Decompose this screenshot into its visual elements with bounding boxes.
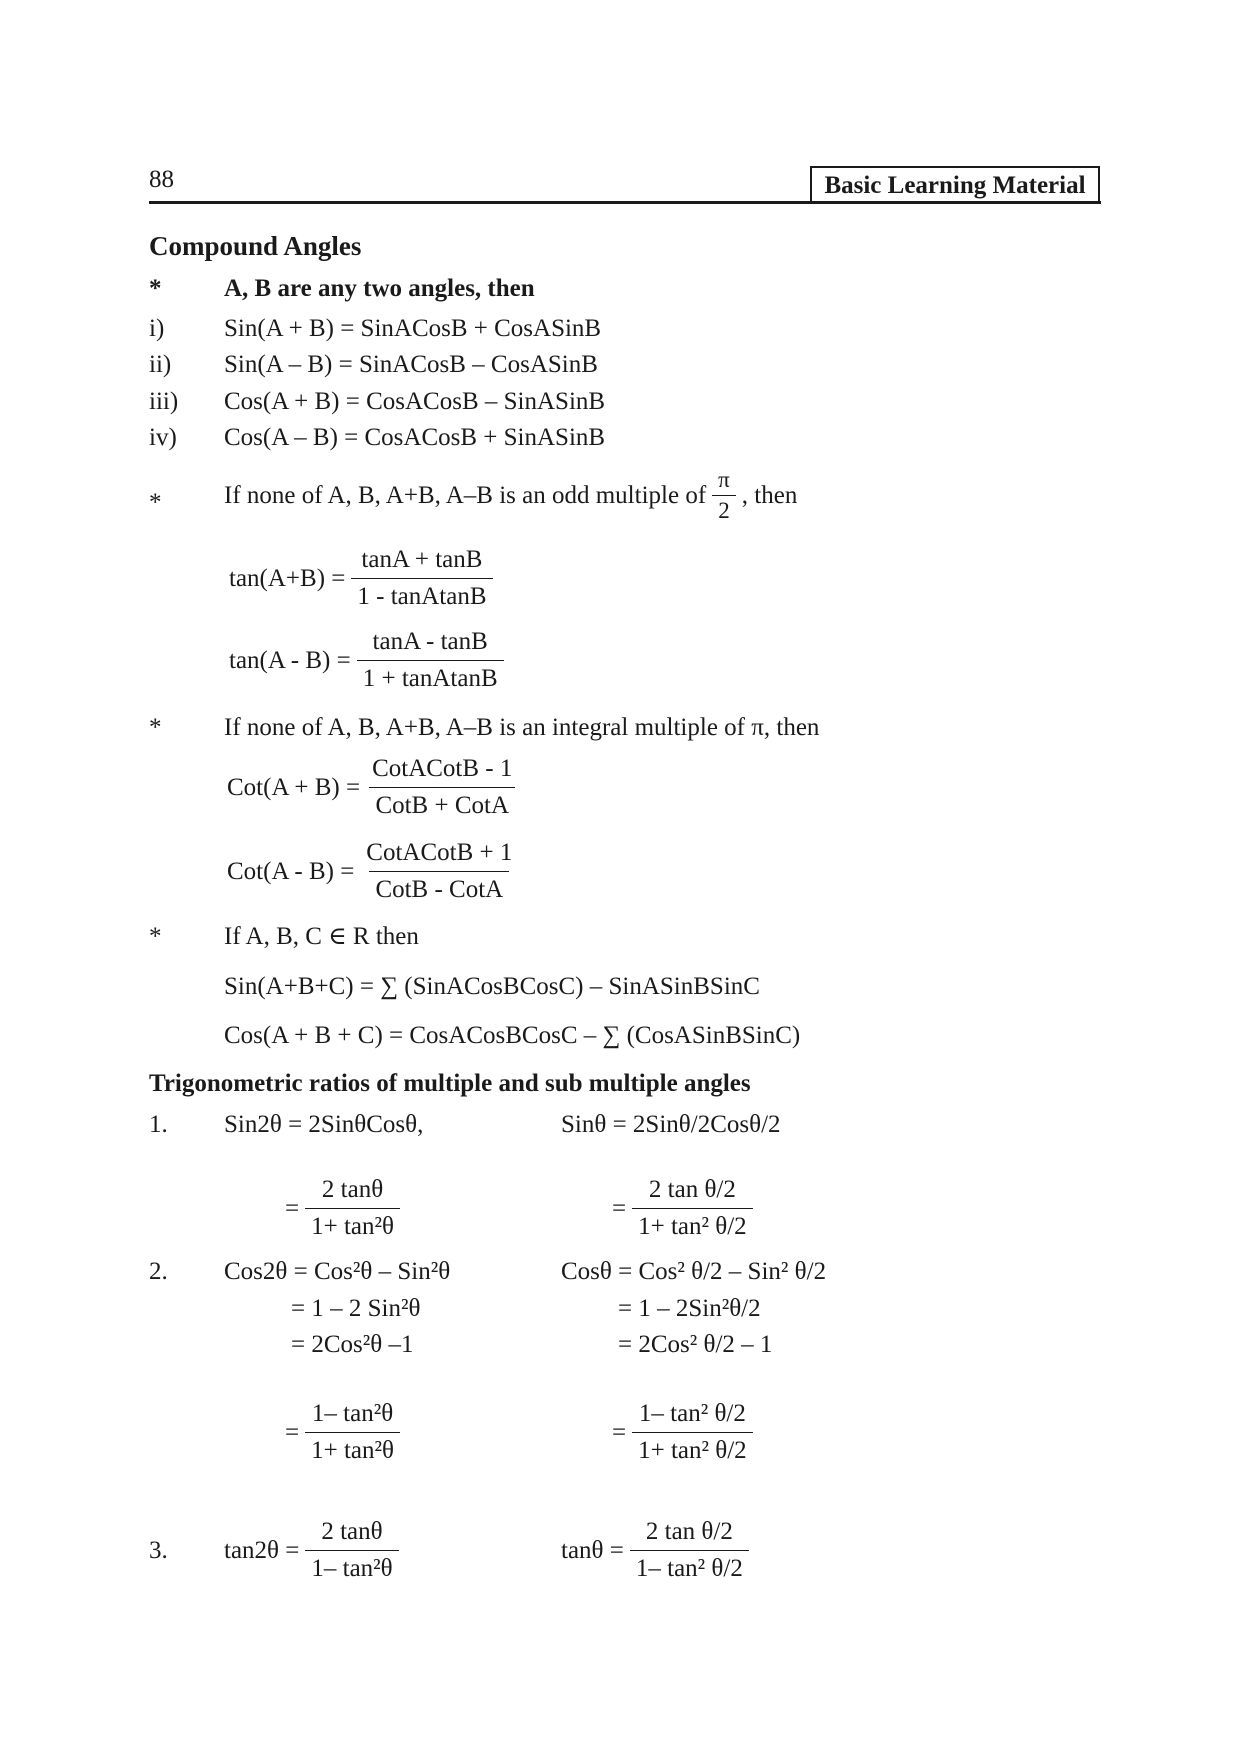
item-number: 2. (149, 1258, 168, 1285)
denominator: 1+ tan² θ/2 (632, 1208, 753, 1242)
denominator: 1+ tan²θ (305, 1432, 400, 1466)
identity-label: i) (149, 315, 165, 342)
running-header-title: Basic Learning Material (810, 166, 1100, 203)
cot-sum-formula (227, 754, 524, 821)
numerator: 1– tan²θ (311, 1400, 394, 1427)
formula-lhs: tan(A - B) = (229, 646, 351, 674)
equals-sign: = (285, 1194, 300, 1222)
tan-difference-formula (229, 627, 510, 694)
item-number: 3. (149, 1537, 168, 1564)
bullet: * (149, 489, 162, 516)
costheta-formula: = 2Cos² θ/2 – 1 (618, 1331, 773, 1358)
identity-label: iv) (149, 424, 177, 451)
numerator: tanA - tanB (372, 628, 488, 655)
numerator: 2 tanθ (321, 1176, 384, 1203)
cos-abc-formula: Cos(A + B + C) = CosACosBCosC – ∑ (CosASinBSinC) (224, 1022, 801, 1049)
intro-text: A, B are any two angles, then (224, 275, 535, 302)
sin2theta-tan-form (285, 1175, 406, 1242)
cos2theta-formula: = 1 – 2 Sin²θ (291, 1295, 421, 1322)
equals-sign: = (612, 1194, 627, 1222)
numerator: 2 tan θ/2 (648, 1176, 736, 1203)
sintheta-tan-form (612, 1175, 759, 1242)
costheta-formula: = 1 – 2Sin²θ/2 (618, 1295, 761, 1322)
condition-text-end: , then (741, 481, 798, 509)
numerator: π (718, 467, 730, 492)
formula-lhs: Cot(A + B) = (227, 773, 361, 801)
identity-formula: Sin(A + B) = SinACosB + CosASinB (224, 315, 602, 342)
identity-formula: Cos(A + B) = CosACosB – SinASinB (224, 388, 606, 415)
denominator: CotB - CotA (369, 871, 509, 905)
pi-over-two-fraction (712, 468, 736, 523)
identity-formula: Cos(A – B) = CosACosB + SinASinB (224, 424, 606, 451)
cot-condition: If none of A, B, A+B, A–B is an integral multiple of π, then (224, 714, 820, 741)
header-rule (149, 201, 1101, 204)
denominator: 1– tan²θ (305, 1550, 398, 1584)
bullet: * (149, 923, 162, 950)
cos2theta-formula: Cos2θ = Cos²θ – Sin²θ (224, 1258, 451, 1285)
bullet: * (149, 275, 162, 302)
equals-sign: = (285, 1418, 300, 1446)
cot-difference-formula (227, 838, 524, 905)
item-number: 1. (149, 1111, 168, 1138)
equals-sign: = (612, 1418, 627, 1446)
denominator: CotB + CotA (369, 787, 515, 821)
page-number: 88 (149, 166, 174, 193)
numerator: tanA + tanB (361, 546, 483, 573)
denominator: 1+ tan² θ/2 (632, 1432, 753, 1466)
denominator: 1 - tanAtanB (351, 578, 492, 612)
tan2theta-formula (224, 1517, 405, 1584)
denominator: 1 + tanAtanB (357, 660, 504, 694)
identity-label: iii) (149, 388, 179, 415)
numerator: 2 tanθ (321, 1518, 383, 1545)
formula-lhs: tanθ = (561, 1536, 624, 1564)
numerator: CotACotB + 1 (366, 839, 513, 866)
sin2theta-formula: Sin2θ = 2SinθCosθ, (224, 1111, 424, 1138)
condition-text: If none of A, B, A+B, A–B is an odd multiple of (224, 481, 707, 509)
section-title-multiple-angles: Trigonometric ratios of multiple and sub multiple angles (149, 1070, 751, 1097)
numerator: 1– tan² θ/2 (638, 1400, 746, 1427)
denominator: 1– tan² θ/2 (630, 1550, 749, 1584)
abc-condition: If A, B, C ∈ R then (224, 923, 419, 950)
formula-lhs: tan2θ = (224, 1536, 300, 1564)
formula-lhs: Cot(A - B) = (227, 857, 355, 885)
costheta-formula: Cosθ = Cos² θ/2 – Sin² θ/2 (561, 1258, 827, 1285)
denominator: 2 (712, 495, 736, 523)
formula-lhs: tan(A+B) = (229, 564, 346, 592)
numerator: 2 tan θ/2 (645, 1518, 733, 1545)
section-title-compound-angles: Compound Angles (149, 231, 362, 261)
cos2theta-tan-form (285, 1399, 406, 1466)
costheta-tan-form (612, 1399, 759, 1466)
tan-sum-formula (229, 545, 499, 612)
numerator: CotACotB - 1 (372, 755, 513, 782)
sintheta-formula: Sinθ = 2Sinθ/2Cosθ/2 (561, 1111, 781, 1138)
tantheta-formula (561, 1517, 755, 1584)
sin-abc-formula: Sin(A+B+C) = ∑ (SinACosBCosC) – SinASinBSinC (224, 973, 760, 1000)
cos2theta-formula: = 2Cos²θ –1 (291, 1331, 414, 1358)
identity-formula: Sin(A – B) = SinACosB – CosASinB (224, 351, 598, 378)
denominator: 1+ tan²θ (305, 1208, 400, 1242)
bullet: * (149, 714, 162, 741)
identity-label: ii) (149, 351, 172, 378)
tan-condition (224, 468, 797, 523)
